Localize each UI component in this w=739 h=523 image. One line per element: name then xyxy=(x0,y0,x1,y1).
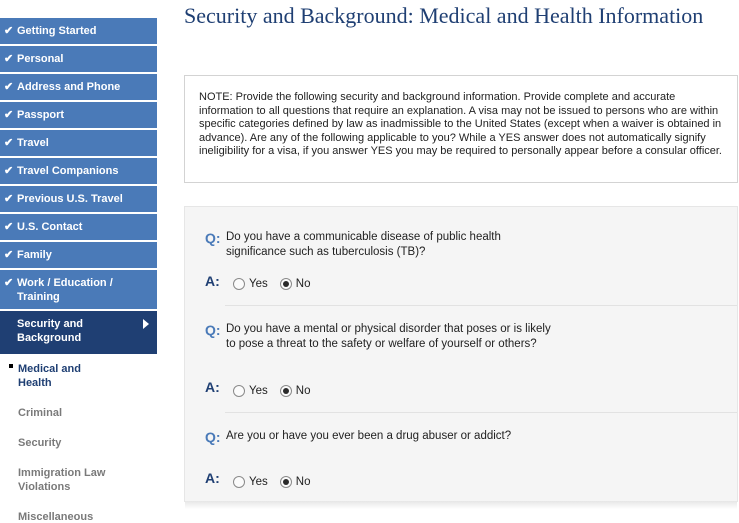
answer-no-option[interactable] xyxy=(280,385,311,397)
nav-item-label: Work / Education / Training xyxy=(17,277,113,303)
no-label: No xyxy=(295,385,311,397)
check-icon: ✔ xyxy=(4,193,14,205)
nav-item-label: Personal xyxy=(17,53,64,65)
question-marker: Q: xyxy=(205,230,221,246)
nav-item-label: Travel xyxy=(17,137,49,149)
yes-radio[interactable] xyxy=(233,476,245,488)
check-icon: ✔ xyxy=(4,249,14,261)
answer-yes-option[interactable] xyxy=(233,278,268,290)
nav-item-label: Getting Started xyxy=(17,25,97,37)
check-icon: ✔ xyxy=(4,165,14,177)
answer-no-option[interactable] xyxy=(280,476,311,488)
sub-nav-label: Immigration Law Violations xyxy=(18,467,106,493)
nav-item-family[interactable] xyxy=(0,242,157,270)
check-icon: ✔ xyxy=(4,53,14,65)
question-text: Do you have a mental or physical disorder that poses or is likely to pose a threat to the safety or welfare of yourself or others? xyxy=(226,323,551,350)
sub-nav-label: Medical and Health xyxy=(18,363,81,389)
note-text: NOTE: Provide the following security and background information. Provide complete and accurate information to all questions that require an explanation. A visa may not be issued to persons who are within specific categories defined by law as inadmissible to the United States (except when a waiver is obtained in advance). Are any of the following applicable to you? While a YES answer does not automatically signify ineligibility for a visa, if you answer YES you may be required to personally appear before a consular officer. xyxy=(199,91,722,157)
check-icon: ✔ xyxy=(4,81,14,93)
sub-nav-label: Security xyxy=(18,437,62,449)
answer-marker: A: xyxy=(205,470,220,486)
divider xyxy=(225,305,737,306)
sub-nav-label: Criminal xyxy=(18,407,63,419)
answer-no-option[interactable] xyxy=(280,278,311,290)
sub-nav-medical-and-health[interactable] xyxy=(0,362,157,406)
check-icon: ✔ xyxy=(4,221,14,233)
chevron-right-icon xyxy=(143,319,149,329)
answer-marker: A: xyxy=(205,273,220,289)
answer-yes-option[interactable] xyxy=(233,476,268,488)
answer-marker: A: xyxy=(205,379,220,395)
nav-item-getting-started[interactable] xyxy=(0,18,157,46)
page-title: Security and Background: Medical and Health Information xyxy=(184,3,704,28)
question-marker: Q: xyxy=(205,429,221,445)
sidebar-nav xyxy=(0,18,157,523)
yes-radio[interactable] xyxy=(233,385,245,397)
question-text: Do you have a communicable disease of public health significance such as tuberculosis (TB)? xyxy=(226,231,501,258)
nav-item-us-contact[interactable] xyxy=(0,214,157,242)
bullet-icon xyxy=(9,364,13,368)
question-text: Are you or have you ever been a drug abuser or addict? xyxy=(226,430,512,442)
nav-item-work-education-training[interactable] xyxy=(0,270,157,311)
nav-item-travel-companions[interactable] xyxy=(0,158,157,186)
yes-label: Yes xyxy=(249,476,268,488)
sub-nav-immigration-law-violations[interactable] xyxy=(0,466,157,510)
question-panel xyxy=(184,206,738,502)
nav-item-passport[interactable] xyxy=(0,102,157,130)
check-icon: ✔ xyxy=(4,277,14,289)
no-label: No xyxy=(295,476,311,488)
nav-item-label: Address and Phone xyxy=(17,81,121,93)
yes-label: Yes xyxy=(249,278,268,290)
nav-item-security-and-background[interactable] xyxy=(0,311,157,354)
sub-nav-list xyxy=(0,354,157,523)
sub-nav-miscellaneous[interactable] xyxy=(0,510,157,523)
note-box xyxy=(184,75,738,183)
nav-item-travel[interactable] xyxy=(0,130,157,158)
answer-options xyxy=(233,385,322,397)
nav-item-label: Family xyxy=(17,249,52,261)
sub-nav-label: Miscellaneous xyxy=(18,511,94,523)
nav-item-address-and-phone[interactable] xyxy=(0,74,157,102)
question-marker: Q: xyxy=(205,322,221,338)
check-icon: ✔ xyxy=(4,25,14,37)
nav-item-label: Passport xyxy=(17,109,65,121)
sub-nav-criminal[interactable] xyxy=(0,406,157,436)
answer-options xyxy=(233,476,322,488)
nav-item-label: Previous U.S. Travel xyxy=(17,193,123,205)
nav-item-previous-us-travel[interactable] xyxy=(0,186,157,214)
no-radio[interactable] xyxy=(280,476,292,488)
divider xyxy=(225,412,737,413)
yes-radio[interactable] xyxy=(233,278,245,290)
answer-yes-option[interactable] xyxy=(233,385,268,397)
nav-item-label: U.S. Contact xyxy=(17,221,83,233)
no-label: No xyxy=(295,278,311,290)
nav-item-personal[interactable] xyxy=(0,46,157,74)
nav-item-label: Security and Background xyxy=(17,318,84,344)
no-radio[interactable] xyxy=(280,278,292,290)
check-icon: ✔ xyxy=(4,109,14,121)
nav-item-label: Travel Companions xyxy=(17,165,119,177)
answer-options xyxy=(233,278,322,290)
no-radio[interactable] xyxy=(280,385,292,397)
sub-nav-security[interactable] xyxy=(0,436,157,466)
yes-label: Yes xyxy=(249,385,268,397)
check-icon: ✔ xyxy=(4,137,14,149)
